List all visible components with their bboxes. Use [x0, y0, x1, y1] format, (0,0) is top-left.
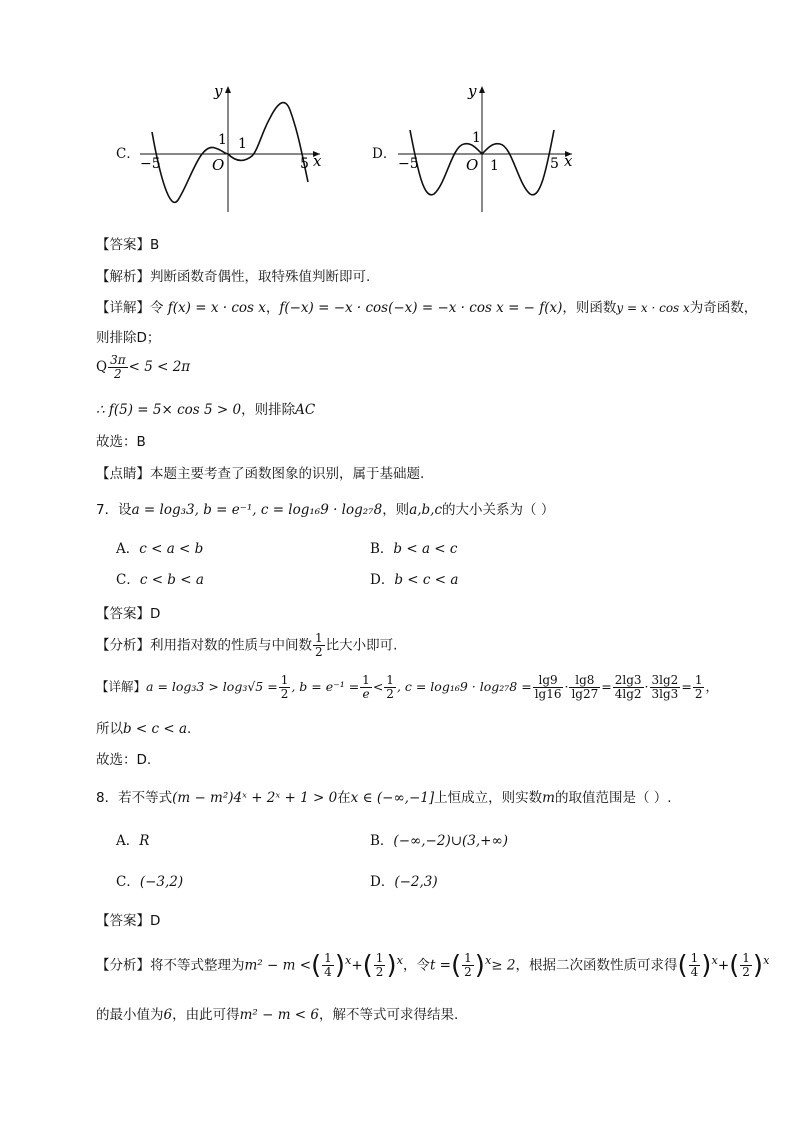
because-symbol: Q: [96, 359, 108, 375]
q7-so: 所以b < c < a.: [96, 721, 192, 737]
q7-choose: 故选：D.: [96, 752, 152, 768]
y-label: y: [468, 82, 477, 100]
tick-5: 5: [550, 156, 559, 172]
text: 7．设: [96, 502, 132, 518]
q6-analysis: 【解析】判断函数奇偶性，取特殊值判断即可.: [96, 269, 371, 285]
fraction-half: $\frac{1}{2}$: [315, 631, 323, 659]
q8-option-b: B．(−∞,−2)∪(3,+∞): [370, 833, 508, 849]
q8-analysis: 【分析】将不等式整理为m² − m <( $\frac{1}{4}$ )$^x$+( $\frac{1}{2}$ )$^x$，令t =( $\frac{1}{2}$ )$^x$≥ 2，根据二次函数性质可求得( $\frac{1}{4}$ )$^x$+( $\frac{1}{2}$ )$^x$: [96, 950, 770, 981]
origin-label: O: [466, 156, 479, 174]
q6-detail-line2: 则排除D；: [96, 330, 161, 346]
y-axis-arrow: [225, 86, 231, 93]
graph-option-c: [130, 82, 330, 218]
origin-label: O: [212, 156, 225, 174]
q7-option-b: B．b < a < c: [370, 541, 458, 557]
text: ，则: [382, 502, 410, 518]
q6-detail-line1: [96, 296, 757, 316]
var-m: m: [542, 790, 555, 806]
text: 令: [150, 300, 168, 316]
q6-comment: 【点睛】本题主要考查了函数图象的识别，属于基础题.: [96, 466, 425, 482]
q7-option-d: D．b < c < a: [370, 572, 459, 588]
q8-stem: 8．若不等式(m − m²)4ˣ + 2ˣ + 1 > 0在x ∈ (−∞,−1]上恒成立，则实数m的取值范围是（ ）.: [96, 790, 672, 806]
fraction-3pi-2: $\frac{3\pi}{2}$: [110, 353, 126, 381]
option-c-label: C．: [116, 146, 140, 162]
option-d-label: D．: [372, 146, 397, 162]
q7-stem: [96, 498, 554, 518]
tick-one-y: 1: [472, 130, 481, 146]
q7-analysis: 【分析】利用指对数的性质与中间数 $\frac{1}{2}$ 比大小即可.: [96, 631, 398, 659]
formula-f5: ∴ f(5) = 5× cos 5 > 0: [96, 402, 242, 418]
q7-option-c: C．c < b < a: [116, 572, 204, 588]
tick-one-x: 1: [238, 136, 247, 152]
detail-label: 【详解】: [96, 679, 147, 694]
formula-domain: x ∈ (−∞,−1]: [350, 790, 435, 806]
formula-fx: f(x) = x · cos x: [167, 300, 266, 316]
tick-neg5: −5: [398, 156, 419, 172]
var-abc: a,b,c: [409, 502, 443, 518]
x-label: x: [313, 152, 322, 170]
formula-inequality: (m − m²)4ˣ + 2ˣ + 1 > 0: [172, 790, 338, 806]
detail-label: 【详解】: [96, 300, 150, 316]
options-ac: AC: [295, 402, 316, 418]
q8-option-a: A．R: [116, 833, 150, 849]
formula-f-neg-x: f(−x) = −x · cos(−x) = −x · cos x = − f(x): [279, 300, 563, 316]
text: ，则排除: [241, 402, 296, 418]
q8-option-c: C．(−3,2): [116, 874, 184, 890]
q6-condition: [96, 354, 190, 381]
tick-one-y: 1: [218, 132, 227, 148]
tick-one-x: 1: [490, 158, 499, 174]
inequality: < 5 < 2π: [128, 359, 191, 375]
q8-answer: 【答案】D: [96, 913, 161, 929]
graph-option-d: [390, 82, 580, 218]
q7-option-a: A．c < a < b: [116, 541, 204, 557]
text: ，: [265, 300, 280, 316]
x-label: x: [564, 152, 573, 170]
text: 为奇函数，: [689, 300, 758, 316]
q6-answer: 【答案】B: [96, 237, 160, 253]
q6-conclusion: [96, 398, 315, 418]
q6-choose: 故选：B: [96, 434, 146, 450]
y-axis-arrow: [479, 86, 485, 93]
tick-neg5: −5: [140, 156, 161, 172]
y-label: y: [214, 82, 223, 100]
formula-abc: a = log₃3, b = e⁻¹, c = log₁₆9 · log₂₇8: [131, 502, 383, 518]
formula-y: y = x · cos x: [616, 301, 690, 315]
tick-5: 5: [300, 156, 309, 172]
curve: [152, 103, 308, 203]
q7-answer: 【答案】D: [96, 606, 161, 622]
q8-analysis-line2: 的最小值为6，由此可得m² − m < 6，解不等式可求得结果.: [96, 1007, 459, 1023]
text: 的大小关系为（ ）: [442, 502, 555, 518]
q7-detail: 【详解】a = log₃3 > log₃√5 = $\frac{1}{2}$ , b = e⁻¹ = $\frac{1}{e}$ < $\frac{1}{2}$ , c = log₁₆9 · log₂₇8 = $\frac{\lg 9}{\lg 16}$ · $\frac{\lg 8}{\lg 27}$ = $\frac{2\lg 3}{4\lg 2}$ · $\frac{3\lg 2}{3\lg 3}$ = $\frac{1}{2}$ ，: [96, 673, 718, 701]
q8-option-d: D．(−2,3): [370, 874, 438, 890]
text: ，则函数: [562, 300, 617, 316]
